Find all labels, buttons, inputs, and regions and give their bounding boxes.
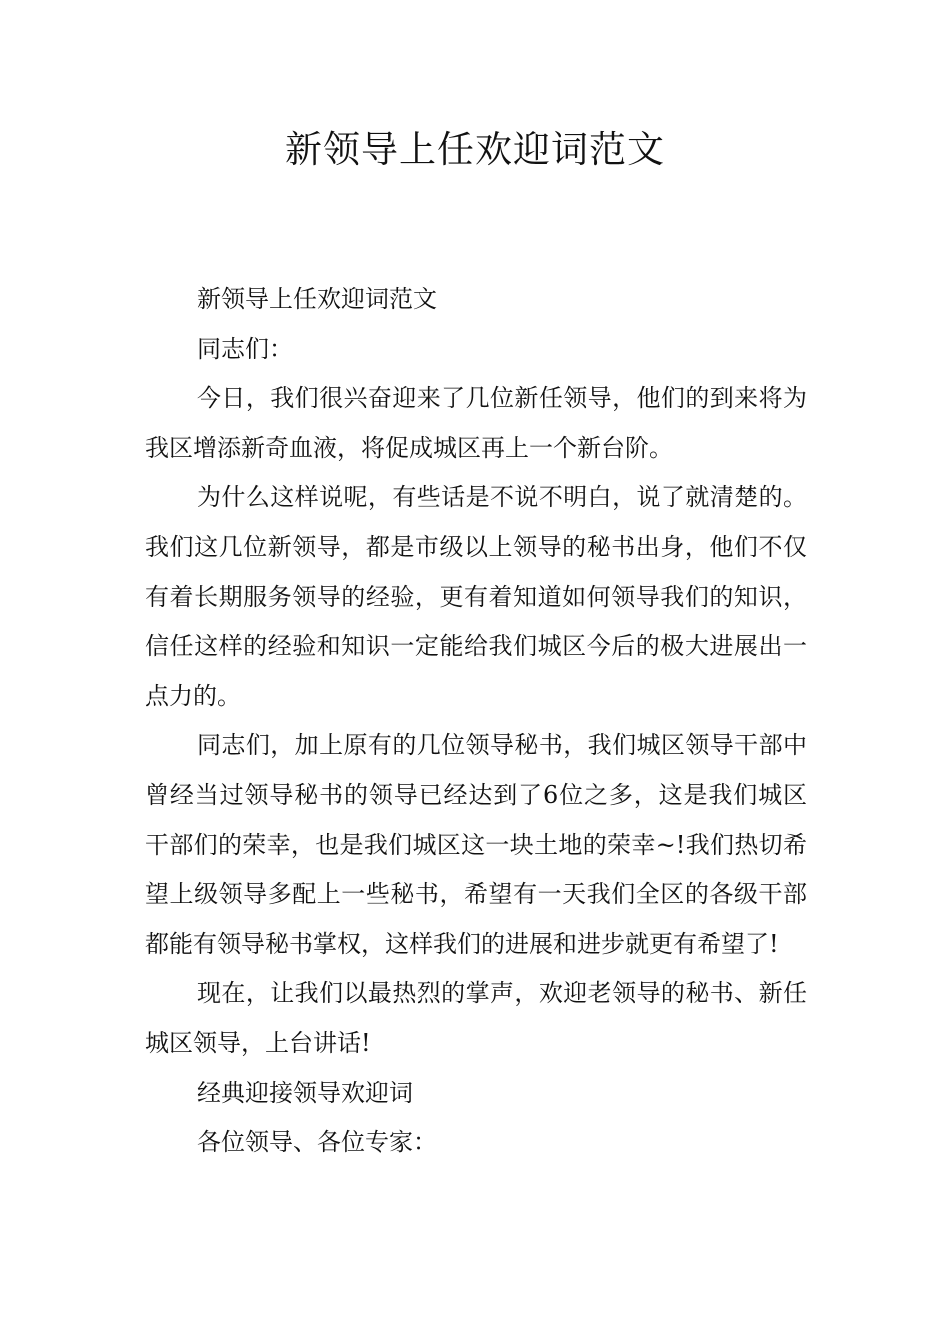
paragraph-subheading: 经典迎接领导欢迎词 <box>197 1078 413 1107</box>
paragraph-second-salutation: 各位领导、各位专家： <box>197 1128 437 1157</box>
paragraph-welcome: 今日，我们很兴奋迎来了几位新任领导，他们的到来将为我区增添新奇血液，将促成城区再上一个新台阶。 <box>145 384 807 462</box>
paragraph-salutation: 同志们： <box>197 334 293 363</box>
paragraph-applause: 现在，让我们以最热烈的掌声，欢迎老领导的秘书、新任城区领导，上台讲话! <box>145 979 807 1057</box>
paragraph-secretaries: 同志们，加上原有的几位领导秘书，我们城区领导干部中曾经当过领导秘书的领导已经达到了6位之多，这是我们城区干部们的荣幸，也是我们城区这一块土地的荣幸~!我们热切希望上级领导多配上一些秘书，希望有一天我们全区的各级干部都能有领导秘书掌权，这样我们的进展和进步就更有希望了! <box>145 731 807 958</box>
document-body <box>145 275 807 1168</box>
document-title: 新领导上任欢迎词范文 <box>285 128 665 171</box>
paragraph-explanation: 为什么这样说呢，有些话是不说不明白，说了就清楚的。我们这几位新领导，都是市级以上领导的秘书出身，他们不仅有着长期服务领导的经验，更有着知道如何领导我们的知识，信任这样的经验和知识一定能给我们城区今后的极大进展出一点力的。 <box>145 483 807 710</box>
paragraph-heading: 新领导上任欢迎词范文 <box>197 285 437 313</box>
